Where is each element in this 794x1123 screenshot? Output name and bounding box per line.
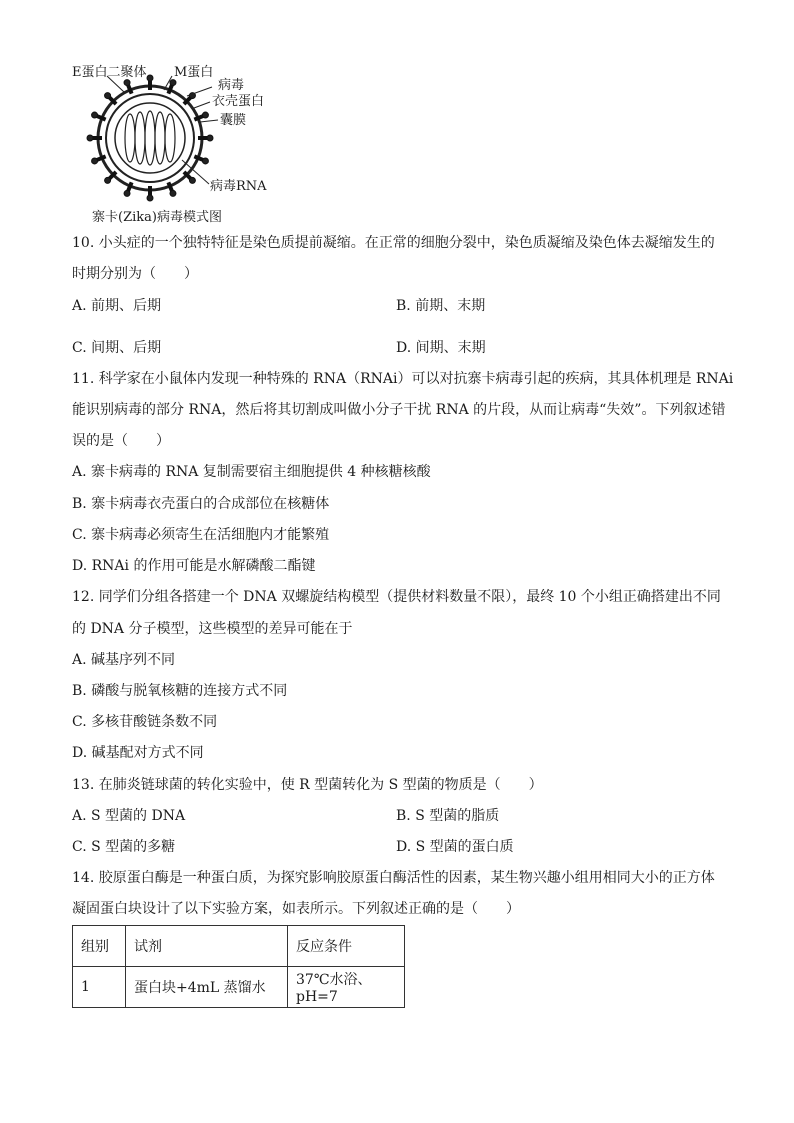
q11-option-b: B. 寨卡病毒衣壳蛋白的合成部位在核糖体: [72, 496, 330, 512]
q10-option-a: A. 前期、后期: [72, 298, 162, 314]
table-header-cell: 反应条件: [288, 926, 405, 967]
e-protein-head: [92, 158, 98, 164]
e-protein-head: [87, 135, 93, 141]
label-capsid: 衣壳蛋白: [212, 94, 265, 109]
figure-caption: 寨卡(Zika)病毒模式图: [92, 210, 222, 225]
table-header-cell: 组别: [73, 926, 126, 967]
q10-option-c: C. 间期、后期: [72, 340, 162, 356]
question-11-line-3: 误的是（ ）: [72, 433, 170, 449]
label-e-dimer: E蛋白二聚体: [72, 65, 147, 80]
e-protein-head: [92, 112, 98, 118]
q13-option-d: D. S 型菌的蛋白质: [396, 839, 514, 855]
e-protein-head: [105, 177, 111, 183]
table-header-row: [73, 926, 405, 967]
q12-option-d: D. 碱基配对方式不同: [72, 745, 204, 761]
e-protein-head: [124, 190, 130, 196]
e-protein-head: [124, 80, 130, 86]
zika-virus-diagram: [72, 60, 292, 225]
q12-option-a: A. 碱基序列不同: [72, 652, 176, 668]
table-header-cell: 试剂: [126, 926, 288, 967]
q13-option-c: C. S 型菌的多糖: [72, 839, 176, 855]
table-row: [73, 967, 405, 1008]
q13-option-a: A. S 型菌的 DNA: [72, 808, 186, 824]
e-protein-head: [105, 93, 111, 99]
table-cell: 蛋白块+4mL 蒸馏水: [126, 967, 288, 1008]
question-13-line-1: 13. 在肺炎链球菌的转化实验中，使 R 型菌转化为 S 型菌的物质是（ ）: [72, 777, 543, 793]
question-11-line-2: 能识别病毒的部分 RNA，然后将其切割成叫做小分子干扰 RNA 的片段，从而让病毒“失效”。下列叙述错: [72, 402, 726, 418]
e-protein-head: [202, 112, 208, 118]
q11-option-c: C. 寨卡病毒必须寄生在活细胞内才能繁殖: [72, 527, 330, 543]
question-14-line-1: 14. 胶原蛋白酶是一种蛋白质，为探究影响胶原蛋白酶活性的因素，某生物兴趣小组用相同大小的正方体: [72, 870, 715, 886]
table-cell: 37℃水浴、pH=7: [288, 967, 405, 1008]
question-12-line-2: 的 DNA 分子模型，这些模型的差异可能在于: [72, 621, 353, 637]
q11-option-a: A. 寨卡病毒的 RNA 复制需要宿主细胞提供 4 种核糖核酸: [72, 464, 431, 480]
e-protein-head: [170, 80, 176, 86]
e-protein-head: [202, 158, 208, 164]
question-10-line-1: 10. 小头症的一个独特特征是染色质提前凝缩。在正常的细胞分裂中，染色质凝缩及染色体去凝缩发生的: [72, 235, 715, 251]
question-10-line-2: 时期分别为（ ）: [72, 266, 198, 282]
e-protein-head: [207, 135, 213, 141]
q13-option-b: B. S 型菌的脂质: [396, 808, 500, 824]
label-virus-rna: 病毒RNA: [210, 179, 267, 194]
e-protein-head: [147, 195, 153, 201]
experiment-table: [72, 925, 405, 1008]
e-protein-head: [147, 75, 153, 81]
q12-option-c: C. 多核苷酸链条数不同: [72, 714, 218, 730]
q12-option-b: B. 磷酸与脱氧核糖的连接方式不同: [72, 683, 288, 699]
question-11-line-1: 11. 科学家在小鼠体内发现一种特殊的 RNA（RNAi）可以对抗寨卡病毒引起的疾病，其具体机理是 RNAi: [72, 371, 734, 387]
q10-option-d: D. 间期、末期: [396, 340, 486, 356]
table-cell: 1: [73, 967, 126, 1008]
q10-option-b: B. 前期、末期: [396, 298, 486, 314]
label-envelope: 囊膜: [220, 113, 247, 128]
label-virus: 病毒: [218, 78, 245, 93]
question-14-line-2: 凝固蛋白块设计了以下实验方案，如表所示。下列叙述正确的是（ ）: [72, 901, 520, 917]
zika-virus-figure: [72, 60, 292, 225]
q11-option-d: D. RNAi 的作用可能是水解磷酸二酯键: [72, 558, 316, 574]
e-protein-head: [189, 177, 195, 183]
e-protein-head: [170, 190, 176, 196]
question-12-line-1: 12. 同学们分组各搭建一个 DNA 双螺旋结构模型（提供材料数量不限），最终 10 个小组正确搭建出不同: [72, 589, 721, 605]
label-m-protein: M蛋白: [174, 65, 214, 80]
